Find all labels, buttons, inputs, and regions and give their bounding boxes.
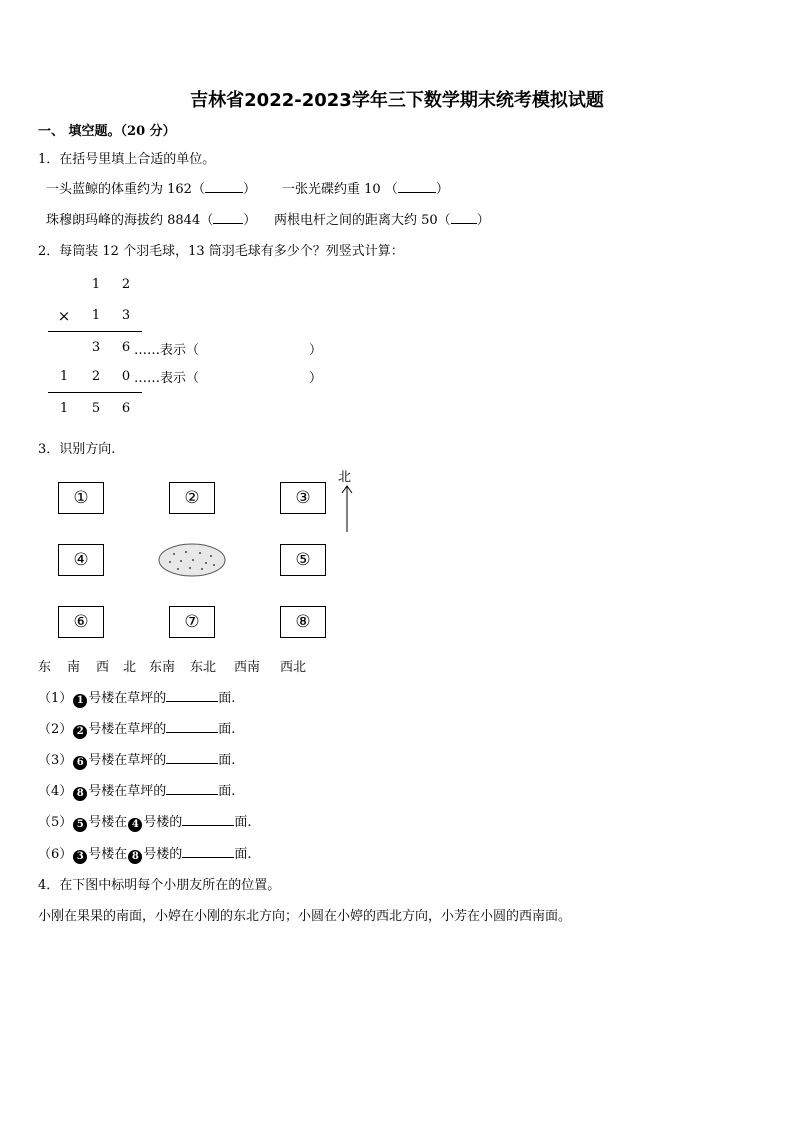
sub-number: （4） <box>38 784 73 799</box>
north-arrow-icon <box>340 484 354 534</box>
sub-number: （3） <box>38 753 73 768</box>
annotation-1-text: ……表示（ <box>134 343 200 358</box>
q1-item-3-close: ） <box>243 213 257 228</box>
annotation-2-text: ……表示（ <box>134 371 200 386</box>
q1-blank-3[interactable] <box>213 211 243 224</box>
multiply-sign: × <box>57 307 71 325</box>
q1-item-2 <box>282 178 449 197</box>
q1-item-2-close: ） <box>435 182 449 197</box>
direction-word: 东北 <box>190 660 217 675</box>
q1-blank-2[interactable] <box>398 180 436 193</box>
digit: 1 <box>91 308 101 323</box>
q3-sub-1 <box>38 687 235 708</box>
sub-tail: 面. <box>218 722 236 737</box>
digit: 6 <box>121 340 131 355</box>
circled-number: 3 <box>73 850 87 864</box>
building-4: ④ <box>58 544 104 576</box>
digit: 0 <box>121 369 131 384</box>
page-title: 吉林省2022-2023学年三下数学期末统考模拟试题 <box>190 90 604 111</box>
digit: 1 <box>91 277 101 292</box>
direction-word: 西 <box>96 660 110 675</box>
q1-blank-4[interactable] <box>451 211 477 224</box>
rule-line <box>48 392 142 393</box>
q1-item-4-text: 两根电杆之间的距离大约 50（ <box>274 213 451 228</box>
q3-sub-5 <box>38 811 251 832</box>
answer-blank[interactable] <box>182 845 234 858</box>
sub-tail: 面. <box>234 847 252 862</box>
sub-number: （2） <box>38 722 73 737</box>
building-7: ⑦ <box>169 606 215 638</box>
sub-tail: 面. <box>218 753 236 768</box>
circled-number: 8 <box>128 850 142 864</box>
answer-blank[interactable] <box>166 689 218 702</box>
q3-sub-6 <box>38 843 251 864</box>
digit: 5 <box>91 401 101 416</box>
direction-word: 北 <box>123 660 137 675</box>
circled-number: 1 <box>73 694 87 708</box>
sub-text: 号楼在 <box>88 847 128 862</box>
building-1: ① <box>58 482 104 514</box>
q1-item-3 <box>46 209 256 228</box>
digit: 6 <box>121 401 131 416</box>
building-6: ⑥ <box>58 606 104 638</box>
sub-text: 号楼在草坪的 <box>88 691 167 706</box>
digit: 2 <box>121 277 131 292</box>
circled-number: 4 <box>128 818 142 832</box>
q1-item-4 <box>274 209 490 228</box>
q1-item-2-text: 一张光碟约重 10 （ <box>282 182 398 197</box>
direction-word: 西北 <box>280 660 307 675</box>
q4-text: 小刚在果果的南面，小婷在小刚的东北方向；小圆在小婷的西北方向，小芳在小圆的西南面。 <box>38 909 572 924</box>
q1-item-3-text: 珠穆朗玛峰的海拔约 8844（ <box>46 213 214 228</box>
section-heading: 一、 填空题。（20 分） <box>38 124 176 139</box>
sub-text: 号楼的 <box>143 847 183 862</box>
direction-word: 西南 <box>234 660 261 675</box>
answer-blank[interactable] <box>166 751 218 764</box>
building-8: ⑧ <box>280 606 326 638</box>
circled-number: 6 <box>73 756 87 770</box>
q1-item-1 <box>46 178 256 197</box>
q1-stem: 1．在括号里填上合适的单位。 <box>38 152 216 167</box>
digit: 1 <box>59 401 69 416</box>
sub-number: （1） <box>38 691 73 706</box>
north-label: 北 <box>338 470 352 485</box>
answer-blank[interactable] <box>166 720 218 733</box>
annotation-2 <box>134 367 322 386</box>
answer-blank[interactable] <box>166 782 218 795</box>
circled-number: 5 <box>73 818 87 832</box>
building-2: ② <box>169 482 215 514</box>
lawn-ellipse <box>156 540 228 580</box>
q1-blank-1[interactable] <box>205 180 243 193</box>
annotation-2-close: ） <box>309 371 323 386</box>
building-5: ⑤ <box>280 544 326 576</box>
sub-tail: 面. <box>218 784 236 799</box>
circled-number: 8 <box>73 787 87 801</box>
q3-stem: 3．识别方向. <box>38 442 116 457</box>
sub-tail: 面. <box>234 815 252 830</box>
q1-item-4-close: ） <box>476 213 490 228</box>
q1-item-1-close: ） <box>242 182 256 197</box>
digit: 3 <box>91 340 101 355</box>
annotation-1-close: ） <box>309 343 323 358</box>
direction-word: 东 <box>38 660 52 675</box>
sub-number: （5） <box>38 815 73 830</box>
sub-text: 号楼在草坪的 <box>88 753 167 768</box>
q3-sub-3 <box>38 749 235 770</box>
digit: 2 <box>91 369 101 384</box>
circled-number: 2 <box>73 725 87 739</box>
sub-text: 号楼在草坪的 <box>88 784 167 799</box>
q1-item-1-text: 一头蓝鲸的体重约为 162（ <box>46 182 205 197</box>
direction-word-list <box>38 656 306 675</box>
annotation-1 <box>134 339 322 358</box>
sub-text: 号楼的 <box>143 815 183 830</box>
rule-line <box>48 331 142 332</box>
q3-sub-2 <box>38 718 235 739</box>
answer-blank[interactable] <box>182 813 234 826</box>
digit: 3 <box>121 308 131 323</box>
q3-sub-4 <box>38 780 235 801</box>
digit: 1 <box>59 369 69 384</box>
building-3: ③ <box>280 482 326 514</box>
direction-word: 南 <box>67 660 81 675</box>
q2-stem: 2．每筒装 12 个羽毛球，13 筒羽毛球有多少个？列竖式计算： <box>38 244 404 259</box>
sub-tail: 面. <box>218 691 236 706</box>
q4-stem: 4．在下图中标明每个小朋友所在的位置。 <box>38 878 281 893</box>
sub-number: （6） <box>38 847 73 862</box>
sub-text: 号楼在 <box>88 815 128 830</box>
sub-text: 号楼在草坪的 <box>88 722 167 737</box>
direction-word: 东南 <box>149 660 176 675</box>
